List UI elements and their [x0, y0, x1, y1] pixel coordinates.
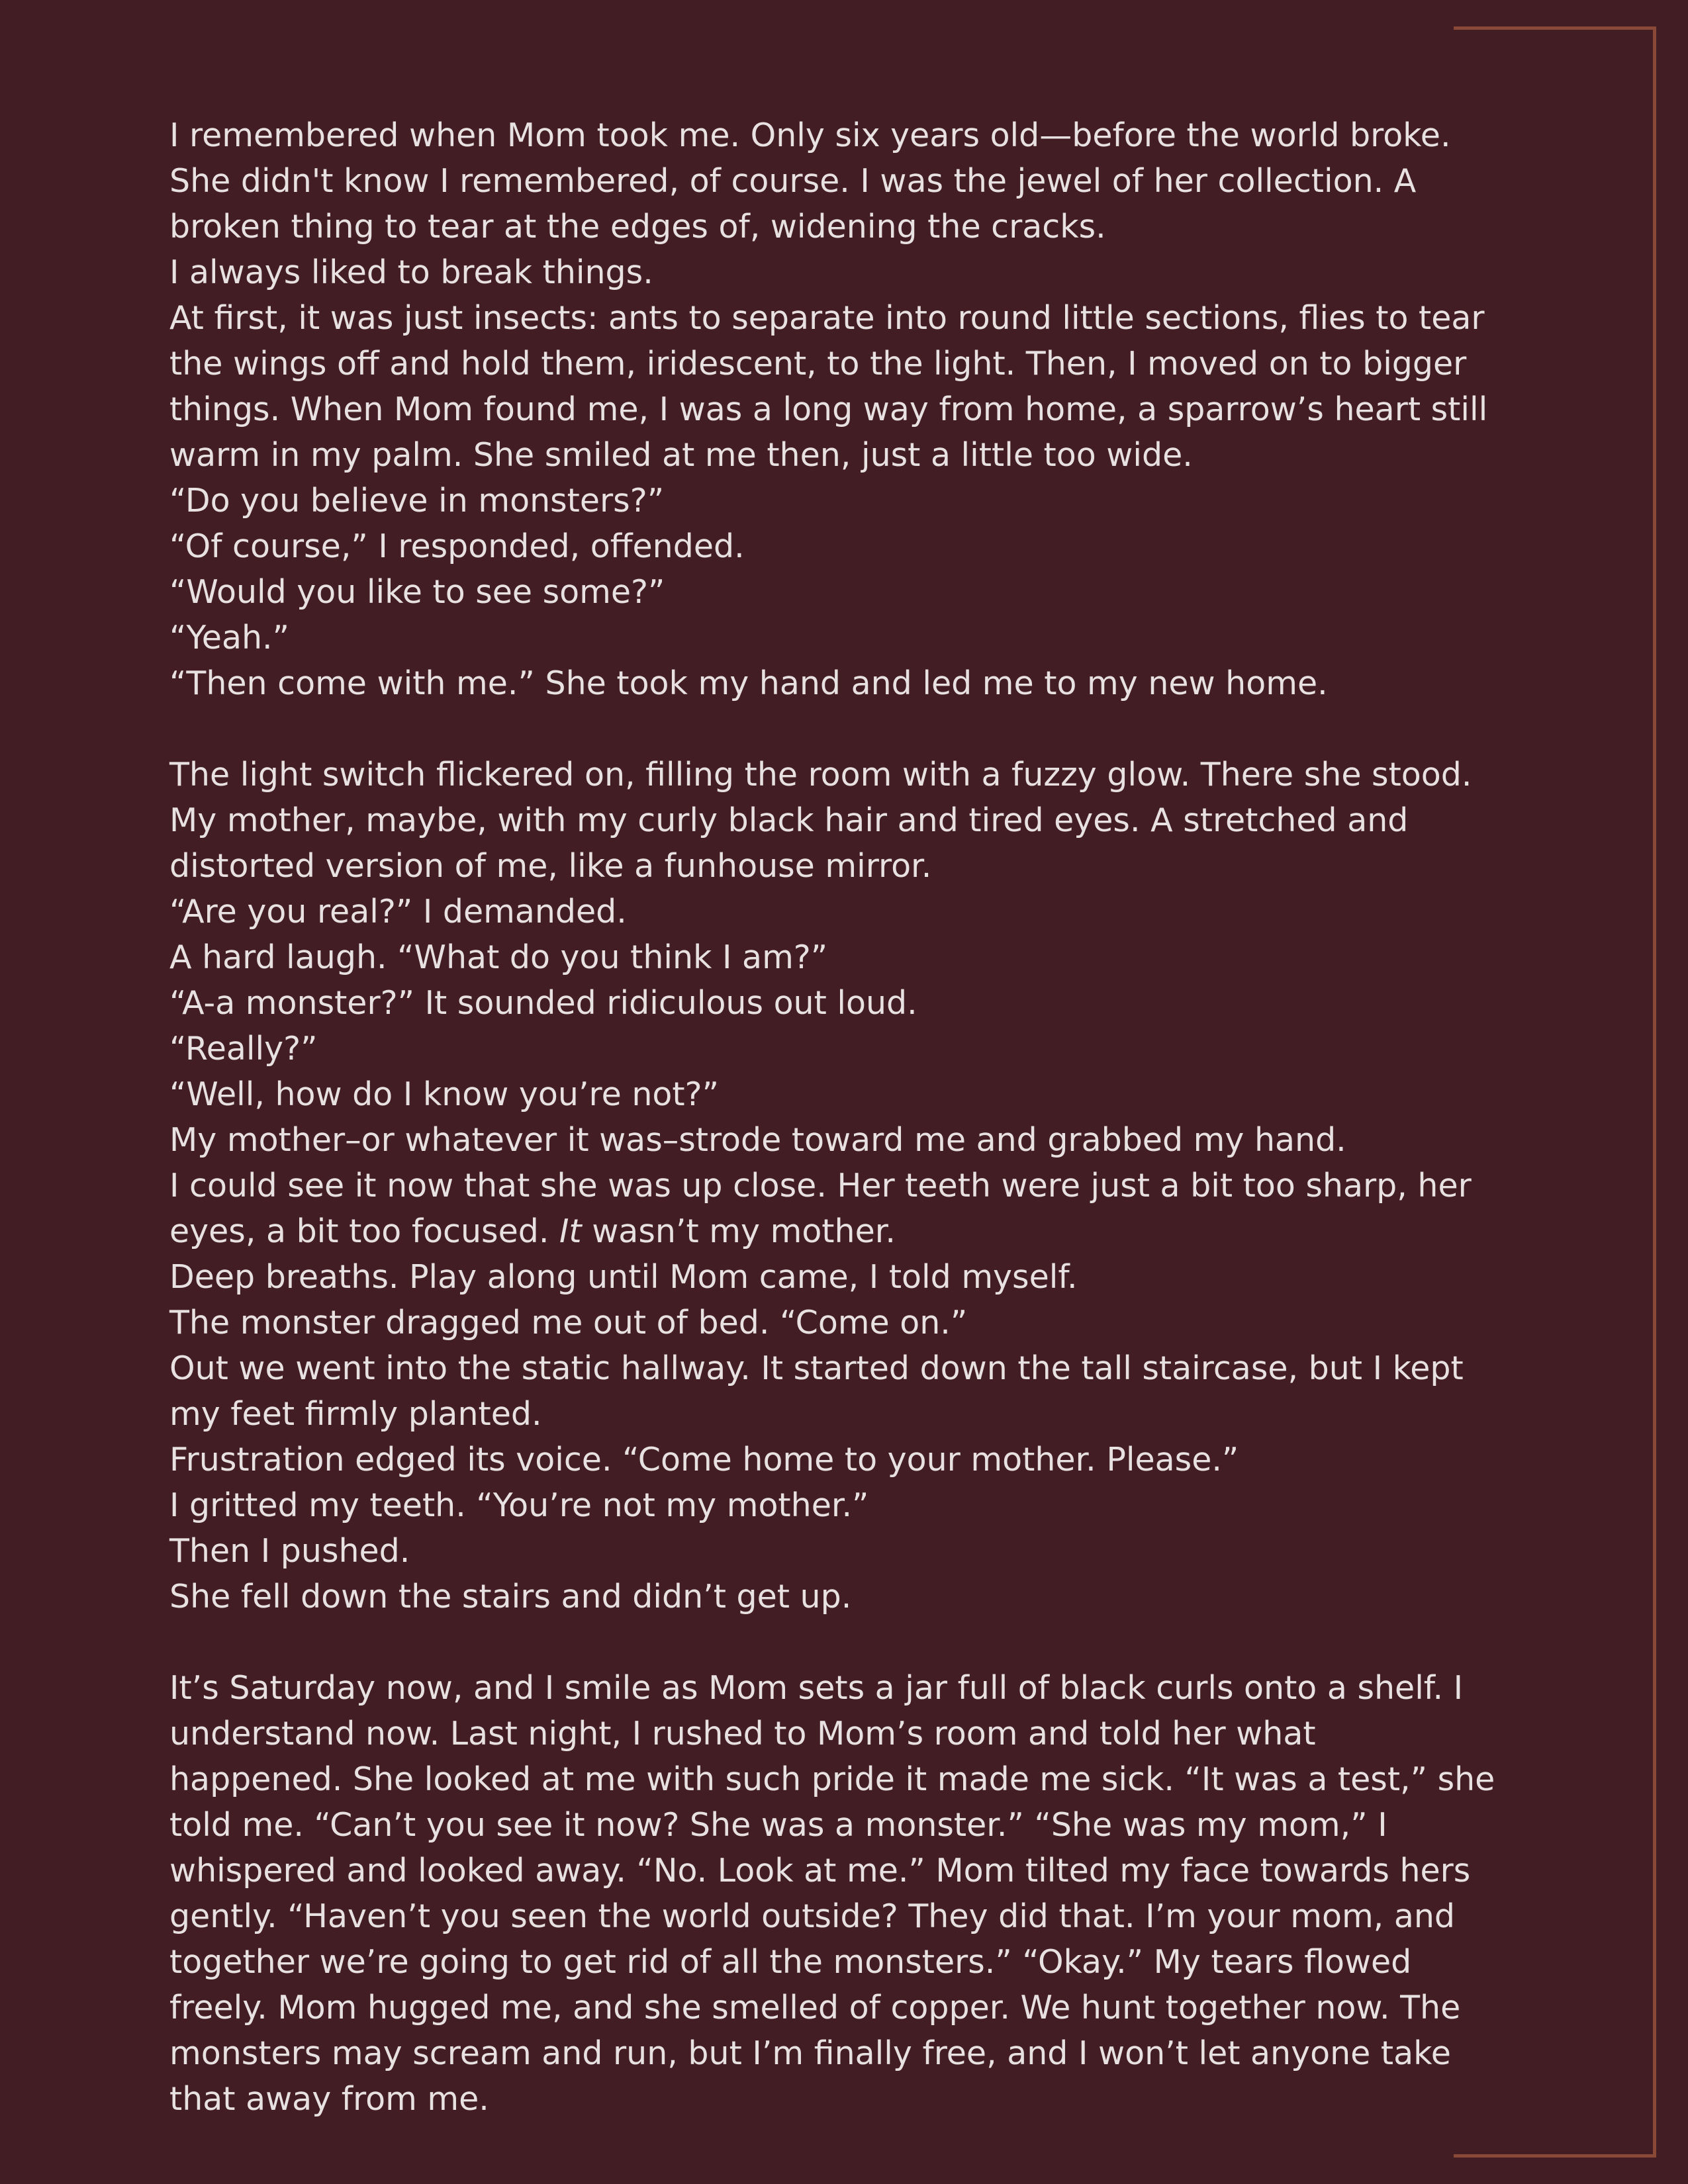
text-line: “Then come with me.” She took my hand and led me to my new home.	[169, 664, 1328, 702]
text-line: She fell down the stairs and didn’t get up.	[169, 1578, 852, 1615]
text-line: My mother–or whatever it was–strode toward me and grabbed my hand.	[169, 1121, 1346, 1159]
text-line-with-italic	[169, 1208, 1526, 1254]
text-line: “Well, how do I know you’re not?”	[169, 1075, 719, 1113]
text-line: Deep breaths. Play along until Mom came, I told myself.	[169, 1258, 1078, 1296]
text-line: Then I pushed.	[169, 1532, 410, 1570]
text-line: My mother, maybe, with my curly black hair and tired eyes. A stretched and	[169, 801, 1409, 839]
text-line: things. When Mom found me, I was a long way from home, a sparrow’s heart still	[169, 390, 1488, 428]
text-line: Frustration edged its voice. “Come home to your mother. Please.”	[169, 1441, 1239, 1479]
text-line: I could see it now that she was up close. Her teeth were just a bit too sharp, her	[169, 1167, 1472, 1205]
text-line: broken thing to tear at the edges of, widening the cracks.	[169, 208, 1106, 246]
text-line: “Are you real?” I demanded.	[169, 893, 627, 931]
text-line: The monster dragged me out of bed. “Come on.”	[169, 1304, 968, 1342]
section-break	[169, 1619, 1526, 1665]
text-line: At first, it was just insects: ants to separate into round little sections, flies to tear	[169, 299, 1485, 337]
text-line: monsters may scream and run, but I’m finally free, and I won’t let anyone take	[169, 2034, 1451, 2072]
text-line: It’s Saturday now, and I smile as Mom sets a jar full of black curls onto a shelf. I	[169, 1669, 1464, 1707]
text-line: A hard laugh. “What do you think I am?”	[169, 938, 828, 976]
text-line: my feet firmly planted.	[169, 1395, 542, 1433]
text-line: I gritted my teeth. “You’re not my mother.”	[169, 1486, 869, 1524]
text-line: together we’re going to get rid of all the monsters.” “Okay.” My tears flowed	[169, 1943, 1412, 1981]
text-line: “A-a monster?” It sounded ridiculous out loud.	[169, 984, 917, 1022]
paragraph-1	[169, 113, 1526, 706]
text-line: “Of course,” I responded, offended.	[169, 527, 745, 565]
text-fragment: wasn’t my mother.	[581, 1212, 896, 1250]
text-line: whispered and looked away. “No. Look at me.” Mom tilted my face towards hers	[169, 1852, 1471, 1889]
paragraph-3	[169, 1665, 1526, 2122]
text-line: I remembered when Mom took me. Only six years old—before the world broke.	[169, 116, 1451, 154]
text-line: Out we went into the static hallway. It started down the tall staircase, but I kept	[169, 1349, 1464, 1387]
text-line: freely. Mom hugged me, and she smelled of copper. We hunt together now. The	[169, 1989, 1461, 2026]
text-line: I always liked to break things.	[169, 253, 653, 291]
paragraph-2	[169, 752, 1526, 1619]
text-line: The light switch flickered on, filling the room with a fuzzy glow. There she stood.	[169, 756, 1472, 794]
text-line: the wings off and hold them, iridescent, to the light. Then, I moved on to bigger	[169, 345, 1467, 383]
text-fragment: eyes, a bit too focused.	[169, 1212, 559, 1250]
text-line: warm in my palm. She smiled at me then, just a little too wide.	[169, 436, 1193, 474]
text-line: told me. “Can’t you see it now? She was a monster.” “She was my mom,” I	[169, 1806, 1387, 1844]
text-line: distorted version of me, like a funhouse mirror.	[169, 847, 932, 885]
text-line: “Would you like to see some?”	[169, 573, 665, 611]
text-line: that away from me.	[169, 2080, 489, 2118]
text-line: gently. “Haven’t you seen the world outside? They did that. I’m your mom, and	[169, 1897, 1456, 1935]
text-line: “Yeah.”	[169, 619, 289, 657]
section-break	[169, 706, 1526, 752]
story-text	[169, 113, 1526, 2122]
text-line: “Really?”	[169, 1030, 318, 1068]
text-line: understand now. Last night, I rushed to Mom’s room and told her what	[169, 1715, 1316, 1752]
text-line: She didn't know I remembered, of course. I was the jewel of her collection. A	[169, 162, 1417, 200]
text-line: happened. She looked at me with such pride it made me sick. “It was a test,” she	[169, 1760, 1495, 1798]
text-line: “Do you believe in monsters?”	[169, 482, 665, 520]
italic-word: It	[559, 1212, 582, 1250]
